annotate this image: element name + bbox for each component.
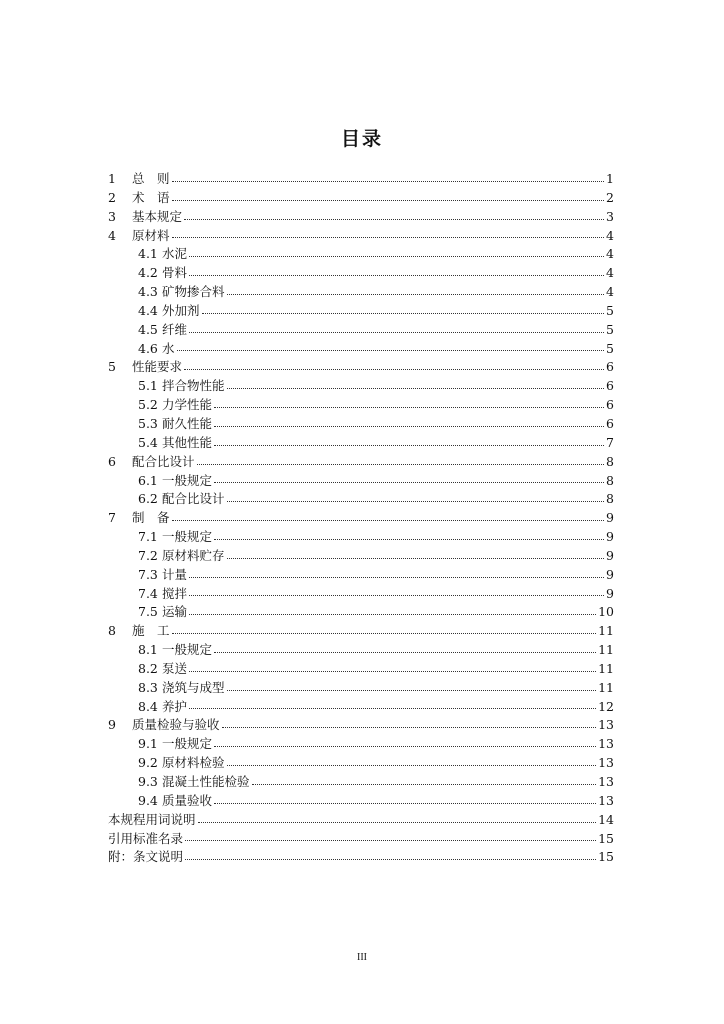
toc-entry[interactable] [108,528,614,547]
toc-entry-number: 7.4 [138,585,158,601]
dot-leader [189,274,604,276]
toc-entry-label: 引用标准名录 [108,830,184,846]
toc-entry-page: 6 [606,378,614,394]
toc-entry[interactable] [108,773,614,792]
toc-entry-label: 性能要求 [132,359,183,375]
dot-leader [184,368,604,370]
toc-entry-label: 一般规定 [162,736,213,752]
dot-leader [189,255,604,257]
toc-entry-number: 9.4 [138,792,158,808]
dot-leader [214,538,604,540]
toc-entry-number: 9.1 [138,736,158,752]
toc-entry-label: 耐久性能 [162,415,213,431]
toc-entry-number: 6.2 [138,491,158,507]
toc-entry-label: 运输 [162,604,188,620]
table-of-contents [108,170,614,867]
toc-entry[interactable] [108,377,614,396]
toc-entry-number: 4 [108,227,116,243]
dot-leader [227,500,605,502]
dot-leader [214,651,596,653]
toc-entry-page: 15 [598,849,614,865]
toc-entry-page: 4 [606,227,614,243]
page-number: III [357,952,367,963]
toc-entry[interactable] [108,679,614,698]
toc-entry[interactable] [108,415,614,434]
toc-entry[interactable] [108,509,614,528]
dot-leader [172,199,605,201]
dot-leader [172,236,605,238]
toc-entry-label: 质量验收 [162,792,213,808]
toc-entry-page: 4 [606,284,614,300]
dot-leader [198,821,597,823]
toc-entry-label: 施 工 [132,623,170,639]
dot-leader [214,444,604,446]
toc-entry-page: 2 [606,189,614,205]
toc-entry-label: 配合比设计 [132,453,195,469]
toc-entry[interactable] [108,189,614,208]
toc-entry-label: 术 语 [132,189,170,205]
toc-entry-page: 13 [598,792,614,808]
dot-leader [197,463,605,465]
toc-entry[interactable] [108,735,614,754]
toc-entry-label: 一般规定 [162,472,213,488]
toc-entry-number: 7.3 [138,566,158,582]
toc-entry[interactable] [108,321,614,340]
toc-entry-number: 6.1 [138,472,158,488]
toc-entry-page: 11 [598,660,614,676]
toc-entry[interactable] [108,830,614,849]
toc-entry-number: 7.5 [138,604,158,620]
toc-entry-label: 一般规定 [162,642,213,658]
toc-entry-number: 5.2 [138,397,158,413]
toc-entry-label: 骨料 [162,265,188,281]
toc-entry[interactable] [108,264,614,283]
toc-entry-page: 13 [598,774,614,789]
toc-entry-page: 8 [606,491,614,507]
toc-entry[interactable] [108,585,614,604]
dot-leader [189,594,604,596]
toc-entry-number: 5.1 [138,378,158,394]
toc-entry-page: 11 [598,679,614,695]
dot-leader [189,331,604,333]
toc-entry-number: 7.1 [138,529,158,545]
toc-entry-page: 8 [606,472,614,488]
toc-entry-label: 养护 [162,698,188,714]
toc-entry-number: 9.2 [138,755,158,771]
toc-entry[interactable] [108,660,614,679]
toc-entry-page: 6 [606,397,614,413]
toc-entry-page: 9 [606,566,614,582]
dot-leader [214,406,604,408]
toc-entry-page: 11 [598,623,614,639]
toc-entry-page: 7 [606,434,614,450]
toc-entry-label: 总 则 [132,171,170,186]
toc-entry[interactable] [108,453,614,472]
toc-entry-number: 3 [108,208,116,224]
toc-entry-page: 13 [598,717,614,733]
toc-entry-label: 搅拌 [162,585,188,601]
toc-entry-page: 9 [606,547,614,563]
toc-entry-number: 5.3 [138,415,158,431]
toc-entry-label: 原材料 [132,227,170,243]
toc-entry-number: 8.3 [138,679,158,695]
toc-entry-label: 附：条文说明 [108,849,184,865]
dot-leader [189,670,596,672]
toc-entry[interactable] [108,754,614,773]
toc-entry-label: 质量检验与验收 [132,717,220,733]
toc-entry-number: 4.4 [138,302,158,318]
toc-entry-number: 8 [108,623,116,639]
dot-leader [189,613,596,615]
dot-leader [184,218,604,220]
toc-entry-number: 7.2 [138,547,158,563]
toc-entry-number: 1 [108,171,116,186]
toc-entry[interactable] [108,302,614,321]
dot-leader [185,839,596,841]
toc-entry-label: 一般规定 [162,529,213,545]
toc-entry-page: 1 [606,171,614,186]
toc-entry-label: 泵送 [162,660,188,676]
toc-entry[interactable] [108,566,614,585]
toc-entry[interactable] [108,603,614,622]
toc-entry-label: 矿物掺合料 [162,284,225,300]
dot-leader [189,707,596,709]
toc-entry-page: 11 [598,642,614,658]
toc-entry-number: 8.4 [138,698,158,714]
toc-entry[interactable] [108,227,614,246]
toc-entry-label: 混凝土性能检验 [162,774,250,789]
toc-entry-label: 力学性能 [162,397,213,413]
dot-leader [227,387,605,389]
toc-entry-number: 8.1 [138,642,158,658]
toc-entry-label: 本规程用词说明 [108,811,196,827]
toc-entry[interactable] [108,434,614,453]
dot-leader [214,745,596,747]
toc-entry-number: 4.6 [138,340,158,356]
dot-leader [214,425,604,427]
toc-entry[interactable] [108,340,614,359]
dot-leader [214,802,596,804]
toc-entry-page: 14 [598,811,614,827]
toc-entry[interactable] [108,490,614,509]
toc-entry-label: 制 备 [132,510,170,526]
dot-leader [227,764,597,766]
dot-leader [227,557,605,559]
toc-entry-number: 6 [108,453,116,469]
toc-entry[interactable] [108,811,614,830]
toc-entry-label: 纤维 [162,321,188,337]
toc-entry-number: 4.2 [138,265,158,281]
toc-entry[interactable] [108,698,614,717]
toc-entry[interactable] [108,641,614,660]
toc-entry-page: 5 [606,340,614,356]
toc-entry[interactable] [108,208,614,227]
toc-entry-page: 10 [598,604,614,620]
toc-entry-page: 5 [606,302,614,318]
toc-entry[interactable] [108,848,614,867]
toc-entry-number: 5 [108,359,116,375]
toc-entry-number: 5.4 [138,434,158,450]
toc-entry-number: 8.2 [138,660,158,676]
toc-entry[interactable] [108,622,614,641]
toc-entry-page: 13 [598,736,614,752]
toc-entry-label: 水 [162,340,175,356]
toc-entry-page: 12 [598,698,614,714]
dot-leader [222,726,597,728]
dot-leader [177,349,605,351]
toc-entry[interactable] [108,170,614,189]
dot-leader [172,180,605,182]
toc-entry-number: 2 [108,189,116,205]
toc-entry-label: 外加剂 [162,302,200,318]
toc-entry-label: 计量 [162,566,188,582]
toc-entry[interactable] [108,472,614,491]
toc-entry-label: 拌合物性能 [162,378,225,394]
toc-entry-page: 9 [606,510,614,526]
dot-leader [202,312,605,314]
toc-entry-page: 5 [606,321,614,337]
toc-entry-page: 4 [606,265,614,281]
toc-entry-page: 15 [598,830,614,846]
dot-leader [172,632,597,634]
toc-entry-number: 4.1 [138,246,158,262]
toc-entry-number: 4.3 [138,284,158,300]
toc-entry-page: 4 [606,246,614,262]
toc-entry-page: 9 [606,585,614,601]
toc-entry[interactable] [108,792,614,811]
dot-leader [227,689,597,691]
toc-entry-number: 9 [108,717,116,733]
toc-entry-page: 3 [606,208,614,224]
toc-entry-page: 8 [606,453,614,469]
toc-entry-page: 6 [606,415,614,431]
dot-leader [189,576,604,578]
toc-entry-label: 原材料检验 [162,755,225,771]
page-title: 目录 [340,128,383,150]
toc-entry-label: 其他性能 [162,434,213,450]
toc-entry-label: 浇筑与成型 [162,679,225,695]
toc-entry-page: 9 [606,529,614,545]
toc-entry-number: 4.5 [138,321,158,337]
toc-entry-number: 9.3 [138,774,158,789]
dot-leader [172,519,605,521]
toc-entry[interactable] [108,547,614,566]
dot-leader [252,783,597,785]
toc-entry[interactable] [108,396,614,415]
dot-leader [227,293,605,295]
toc-entry-label: 原材料贮存 [162,547,225,563]
toc-entry-label: 配合比设计 [162,491,225,507]
toc-entry-page: 6 [606,359,614,375]
dot-leader [214,481,604,483]
dot-leader [185,858,596,860]
toc-entry[interactable] [108,283,614,302]
toc-entry-label: 水泥 [162,246,188,262]
toc-entry[interactable] [108,716,614,735]
toc-entry[interactable] [108,358,614,377]
toc-entry-page: 13 [598,755,614,771]
toc-entry[interactable] [108,245,614,264]
toc-entry-label: 基本规定 [132,208,183,224]
toc-entry-number: 7 [108,510,116,526]
